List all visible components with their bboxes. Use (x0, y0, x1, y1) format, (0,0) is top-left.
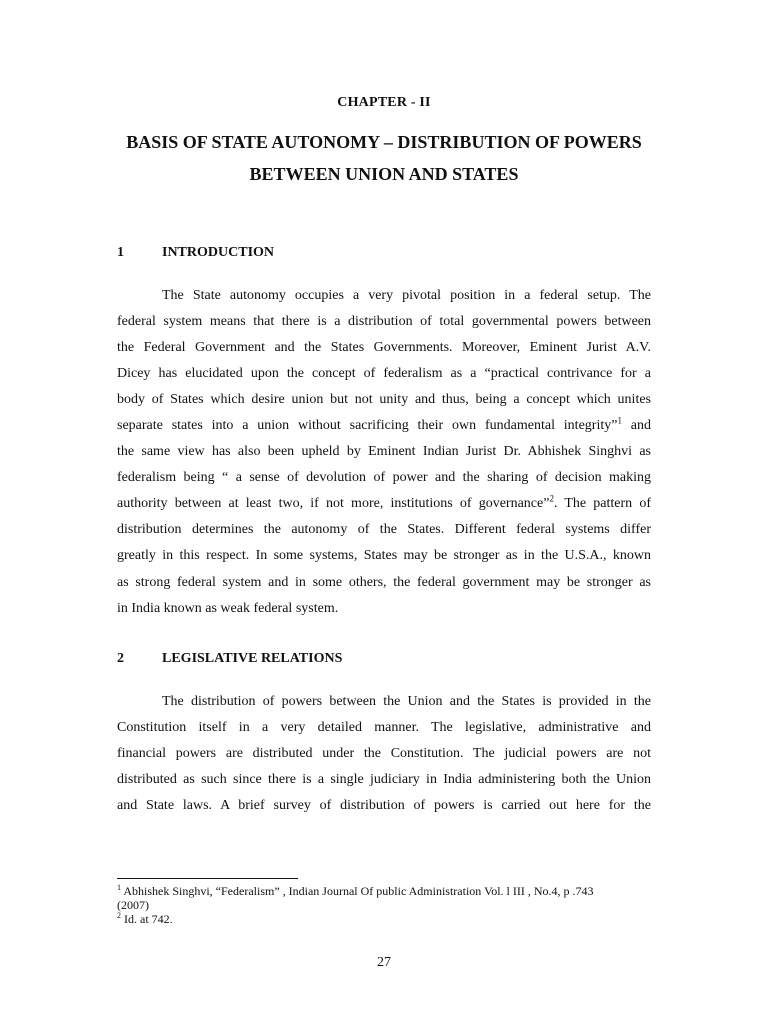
footnote-2 (117, 912, 657, 926)
line-tail: . The pattern of (553, 496, 651, 512)
paragraph-line-with-footnote-2 (117, 491, 651, 517)
paragraph-line: the same view has also been upheld by Eminent Indian Jurist Dr. Abhishek Singhvi as (117, 444, 651, 460)
line-text: separate states into a union without sacrificing their own fundamental integrity” (117, 418, 618, 434)
footnote-1-continuation: (2007) (117, 898, 149, 912)
paragraph-line: greatly in this respect. In some systems, States may be stronger as in the U.S.A., known (117, 548, 651, 564)
chapter-title-line-1: BASIS OF STATE AUTONOMY – DISTRIBUTION OF POWERS (126, 132, 642, 152)
footnote-text: Id. at 742. (121, 912, 173, 926)
paragraph-line: body of States which desire union but not unity and thus, being a concept which unites (117, 392, 651, 408)
paragraph-line: The distribution of powers between the Union and the States is provided in the (162, 694, 651, 709)
paragraph-line: in India known as weak federal system. (117, 600, 339, 616)
footnotes (117, 884, 657, 926)
chapter-title-line-2: BETWEEN UNION AND STATES (249, 164, 519, 184)
paragraph-introduction (117, 283, 651, 622)
footnote-ref-1[interactable]: 1 (617, 415, 622, 426)
paragraph-line: as strong federal system and in some others, the federal government may be stronger as (117, 574, 651, 590)
section-title: LEGISLATIVE RELATIONS (162, 651, 343, 666)
paragraph-line: financial powers are distributed under the Constitution. The judicial powers are not (117, 746, 651, 762)
paragraph-line: Dicey has elucidated upon the concept of federalism as a “practical contrivance for a (117, 366, 651, 382)
line-tail: and (621, 418, 652, 434)
footnote-1 (117, 884, 657, 898)
paragraph-line-with-footnote-1 (117, 413, 651, 439)
paragraph-line: The State autonomy occupies a very pivotal position in a federal setup. The (162, 288, 651, 303)
paragraph-line: distribution determines the autonomy of the States. Different federal systems differ (117, 522, 651, 538)
line-text: authority between at least two, if not more, institutions of governance” (117, 496, 550, 512)
chapter-label: CHAPTER - II (337, 95, 431, 110)
paragraph-line: distributed as such since there is a single judiciary in India administering both the Union (117, 772, 651, 788)
section-title: INTRODUCTION (162, 245, 275, 260)
paragraph-line: federal system means that there is a distribution of total governmental powers between (117, 314, 651, 330)
chapter-title (60, 126, 708, 190)
paragraph-line: federalism being “ a sense of devolution of power and the sharing of decision making (117, 470, 651, 486)
paragraph-line: and State laws. A brief survey of distribution of powers is carried out here for the (117, 798, 651, 814)
page-number: 27 (377, 955, 391, 970)
footnote-text: Abhishek Singhvi, “Federalism” , Indian Journal Of public Administration Vol. l III , No.4, p .743 (121, 884, 594, 898)
paragraph-line: the Federal Government and the States Governments. Moreover, Eminent Jurist A.V. (117, 340, 651, 356)
section-number: 2 (117, 651, 124, 666)
section-number: 1 (117, 245, 124, 260)
section-heading-introduction (117, 245, 274, 261)
footnote-ref-2[interactable]: 2 (549, 493, 554, 504)
paragraph-line: Constitution itself in a very detailed manner. The legislative, administrative and (117, 720, 651, 736)
footnote-marker: 1 (117, 883, 121, 892)
footnote-marker: 2 (117, 911, 121, 920)
footnote-separator (117, 878, 298, 879)
paragraph-legislative-relations (117, 689, 651, 819)
section-heading-legislative-relations (117, 651, 342, 667)
